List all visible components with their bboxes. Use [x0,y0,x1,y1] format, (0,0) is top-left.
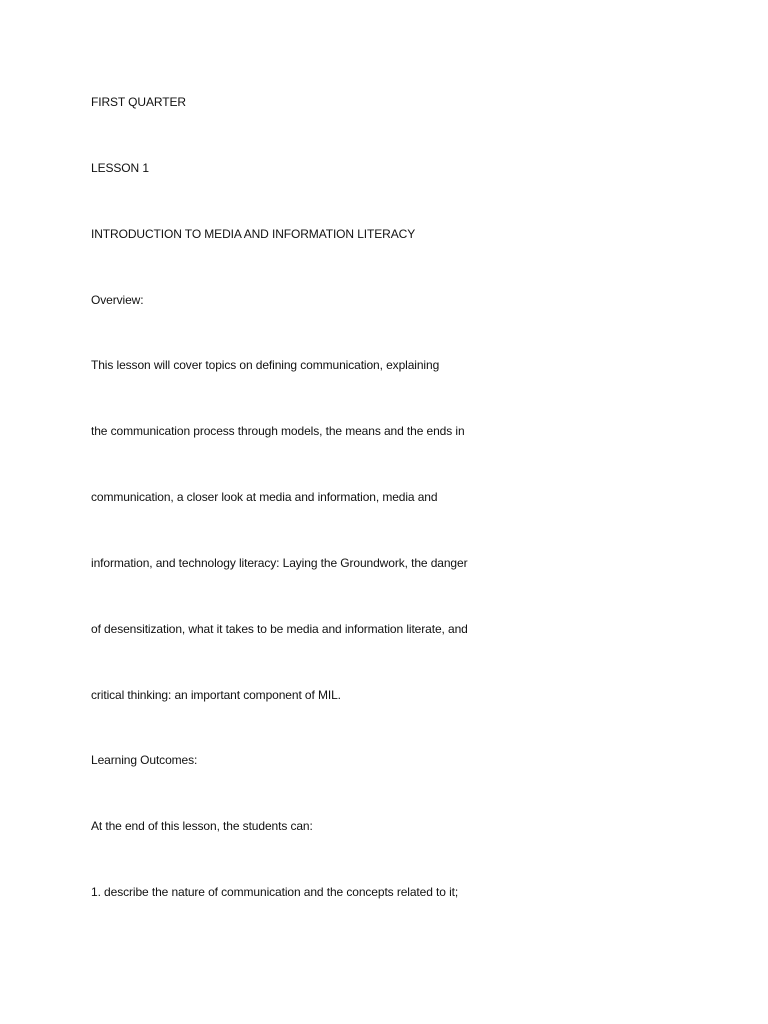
overview-line-6: critical thinking: an important component of MIL. [91,688,341,702]
outcomes-heading: Learning Outcomes: [91,753,198,767]
lesson-title: INTRODUCTION TO MEDIA AND INFORMATION LITERACY [91,227,416,241]
outcomes-intro: At the end of this lesson, the students can: [91,819,313,833]
overview-heading: Overview: [91,293,144,307]
overview-line-2: the communication process through models, the means and the ends in [91,424,465,438]
overview-line-4: information, and technology literacy: Laying the Groundwork, the danger [91,556,468,570]
overview-line-3: communication, a closer look at media and information, media and [91,490,438,504]
overview-line-1: This lesson will cover topics on defining communication, explaining [91,358,440,372]
outcome-item-1: 1. describe the nature of communication and the concepts related to it; [91,885,459,899]
quarter-heading: FIRST QUARTER [91,95,186,109]
lesson-number: LESSON 1 [91,161,149,175]
overview-line-5: of desensitization, what it takes to be media and information literate, and [91,622,468,636]
